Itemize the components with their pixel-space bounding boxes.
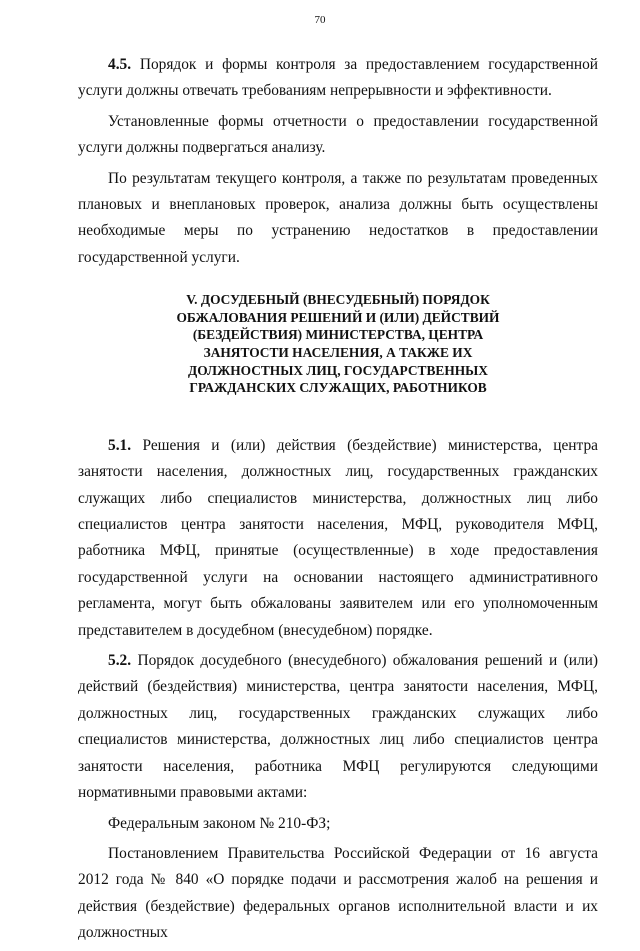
page-number: 70 <box>314 14 326 26</box>
clause-number: 5.2. <box>108 652 132 670</box>
paragraph-4-5 <box>78 52 598 105</box>
paragraph-control-results <box>78 166 598 272</box>
paragraph-text: Установленные формы отчетности о предоставлении государственной услуги должны подвергаться анализу. <box>78 112 598 157</box>
paragraph-text: Порядок досудебного (внесудебного) обжалования решений и (или) действий (бездействия) министерства, центра занятости населения, МФЦ, должностных лиц, государственных гражданских служащих либо специалистов министерства, должностных лиц либо специалистов центра занятости населения, работника МФЦ регулируются следующими нормативными правовыми актами: <box>78 652 598 802</box>
paragraph-reporting-forms <box>78 109 598 162</box>
paragraph-text: По результатам текущего контроля, а также по результатам проведенных плановых и внеплановых проверок, анализа должны быть осуществлены необходимые меры по устранению недостатков в предоставлении государственной услуги. <box>78 169 598 266</box>
section-heading-line: ГРАЖДАНСКИХ СЛУЖАЩИХ, РАБОТНИКОВ <box>189 380 487 396</box>
section-heading <box>168 291 508 397</box>
clause-number: 5.1. <box>108 436 132 454</box>
section-heading-line: ОБЖАЛОВАНИЯ РЕШЕНИЙ И (ИЛИ) ДЕЙСТВИЙ <box>176 309 500 325</box>
section-heading-line: V. ДОСУДЕБНЫЙ (ВНЕСУДЕБНЫЙ) ПОРЯДОК <box>186 292 490 308</box>
paragraph-text: Порядок и формы контроля за предоставлением государственной услуги должны отвечать требованиям непрерывности и эффективности. <box>78 56 598 100</box>
clause-number: 4.5. <box>108 56 132 73</box>
paragraph-federal-law <box>78 811 598 837</box>
paragraph-text: Решения и (или) действия (бездействие) министерства, центра занятости населения, должностных лиц, государственных гражданских служащих либо специалистов министерства, должностных лиц либо специалистов центра занятости населения, МФЦ, руководителя МФЦ, работника МФЦ, принятые (осуществленные) в ходе предоставления государственной услуги на основании настоящего административного регламента, могут быть обжалованы заявителем или его уполномоченным представителем в досудебном (внесудебном) порядке. <box>78 436 598 639</box>
paragraph-text: Федеральным законом № 210-ФЗ; <box>108 814 331 832</box>
paragraph-text: Постановлением Правительства Российской Федерации от 16 августа 2012 года № 840 «О порядке подачи и рассмотрения жалоб на решения и действия (бездействие) федеральных органов исполнительной власти и их должностных <box>78 844 598 942</box>
section-heading-line: ДОЛЖНОСТНЫХ ЛИЦ, ГОСУДАРСТВЕННЫХ <box>188 362 488 378</box>
section-heading-line: ЗАНЯТОСТИ НАСЕЛЕНИЯ, А ТАКЖЕ ИХ <box>203 345 473 361</box>
paragraph-government-decree <box>78 841 598 947</box>
paragraph-5-1 <box>78 433 598 644</box>
section-heading-line: (БЕЗДЕЙСТВИЯ) МИНИСТЕРСТВА, ЦЕНТРА <box>192 327 484 343</box>
document-body <box>78 52 598 951</box>
paragraph-5-2 <box>78 648 598 806</box>
